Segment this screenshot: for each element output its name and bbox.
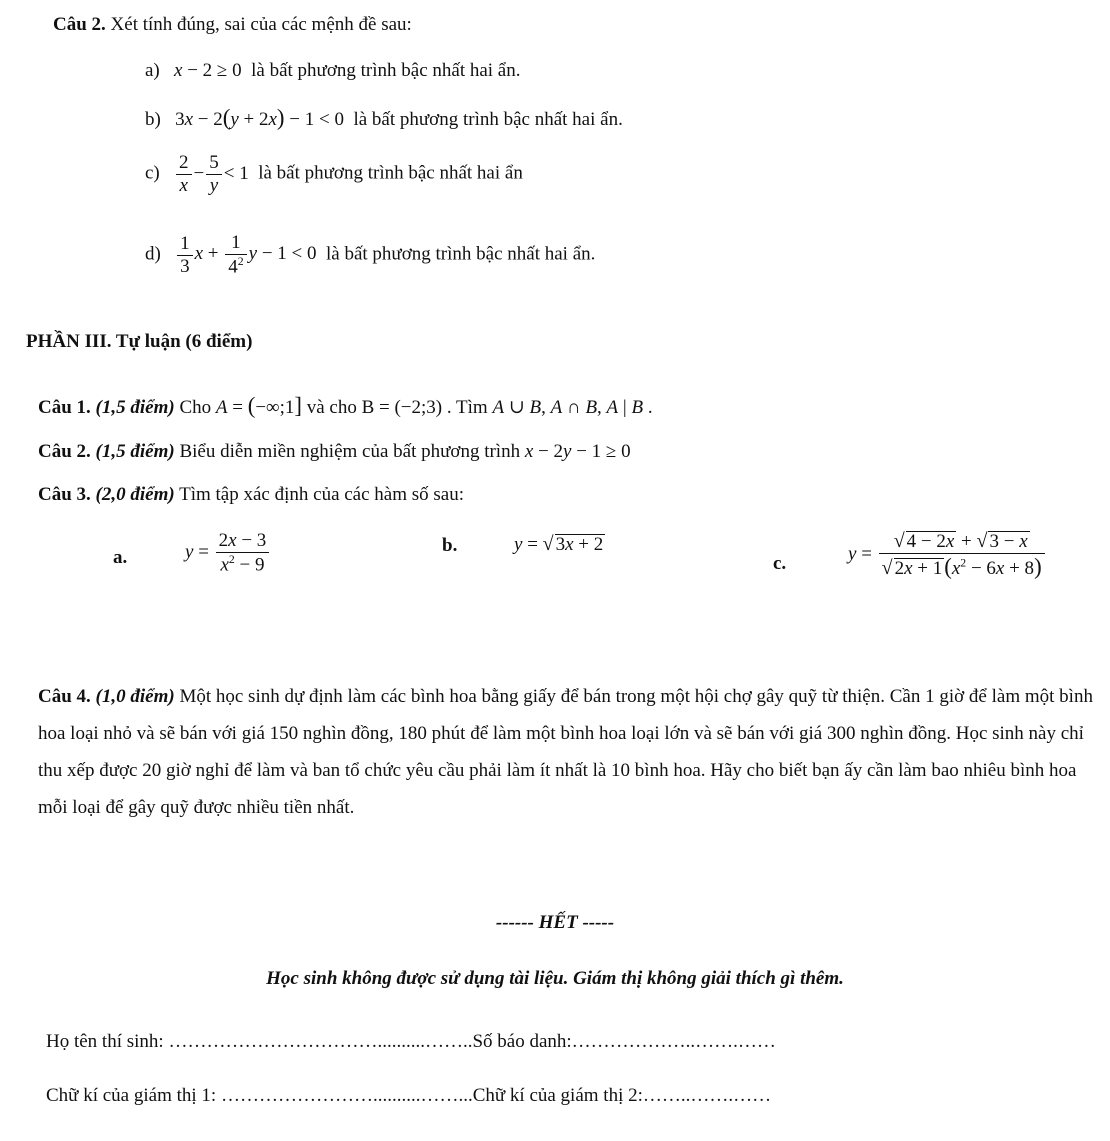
invigilator-signature-line: Chữ kí của giám thị 1: ……………………..........……...Chữ kí của giám thị 2:……..…….…… [46, 1085, 772, 1106]
function-a-formula: y = $\frac{2x - 3}{x^2 - 9}$ [185, 530, 271, 576]
statement-b-text: là bất phương trình bậc nhất hai ẩn. [353, 109, 623, 130]
essay-q3-text: Tìm tập xác định của các hàm số sau: [174, 484, 465, 505]
essay-question-3 [38, 484, 464, 507]
essay-question-4 [38, 678, 1098, 826]
statement-d [145, 232, 595, 278]
essay-question-1 [38, 392, 653, 420]
question-2-statement [53, 14, 412, 37]
essay-q3-a-label: a. [113, 547, 128, 568]
statement-d-label: d) [145, 243, 161, 265]
essay-q4-points: (1,0 điểm) [95, 686, 175, 707]
set-b-formula: B = (−2;3) [361, 397, 443, 418]
statement-a: a) x − 2 ≥ 0 là bất phương trình bậc nhất hai ẩn. [145, 60, 521, 81]
statement-c [145, 152, 523, 197]
essay-q3-c-label: c. [773, 553, 787, 574]
essay-q2-text: Biểu diễn miền nghiệm của bất phương trình [174, 441, 525, 462]
essay-q2-label: Câu 2. [38, 441, 91, 462]
essay-q2-formula: x − 2y − 1 ≥ 0 [524, 441, 631, 462]
function-b-formula: y = √ 3x + 2 [514, 533, 604, 555]
statement-a-label: a) [145, 60, 160, 81]
statement-c-text: là bất phương trình bậc nhất hai ẩn [258, 162, 523, 184]
essay-q4-label: Câu 4. [38, 686, 91, 707]
essay-q1-text-2: và cho [301, 397, 362, 418]
essay-question-2 [38, 441, 631, 464]
exam-note: Học sinh không được sử dụng tài liệu. Giám thị không giải thích gì thêm. [266, 968, 844, 989]
function-c-formula: y = $\frac{√ 4 - 2x + √ 3 - x}{√ 2x + 1(x^2 - 6x + 8)}$ [848, 530, 1047, 580]
part-3-title: PHẦN III. Tự luận (6 điểm) [26, 331, 253, 352]
statement-a-text: là bất phương trình bậc nhất hai ẩn. [251, 60, 521, 81]
essay-q1-text-1: Cho [174, 397, 216, 418]
set-a-formula: A = (−∞;1] [215, 393, 302, 418]
question-2-text: Xét tính đúng, sai của các mệnh đề sau: [105, 14, 412, 35]
essay-q3-b-label: b. [442, 535, 458, 556]
statement-d-formula: $\frac{1}{3}$ x + $\frac{1}{4^2}$ y − 1 < 0 [175, 243, 316, 264]
statement-c-formula: $\frac{2}{x}$ − $\frac{5}{y}$ < 1 [174, 163, 249, 184]
essay-q3-label: Câu 3. [38, 484, 91, 505]
essay-q4-text: Một học sinh dự định làm các bình hoa bằng giấy để bán trong một hội chợ gây quỹ từ thiện. Cần 1 giờ để làm một bình hoa loại nhỏ và sẽ bán với giá 150 nghìn đồng, 180 phút để làm một bình hoa loại lớn và sẽ bán với giá 300 nghìn đồng. Học sinh này chỉ thu xếp được 20 giờ nghỉ để làm và ban tổ chức yêu cầu phải làm ít nhất là 10 bình hoa. Hãy cho biết bạn ấy cần làm bao nhiêu bình hoa mỗi loại để gây quỹ được nhiều tiền nhất. [38, 686, 1093, 818]
statement-b-label: b) [145, 109, 161, 130]
candidate-info-line: Họ tên thí sinh: ……………………………..........……..Số báo danh:………………..…….…… [46, 1031, 776, 1052]
question-2-label: Câu 2. [53, 14, 106, 35]
essay-q1-text-3: . Tìm [442, 397, 493, 418]
essay-q3-points: (2,0 điểm) [95, 484, 175, 505]
essay-q1-points: (1,5 điểm) [95, 397, 175, 418]
statement-b [145, 104, 623, 132]
statement-a-formula: x [174, 60, 183, 81]
essay-q1-label: Câu 1. [38, 397, 91, 418]
essay-q2-points: (1,5 điểm) [95, 441, 175, 462]
statement-b-formula: 3x − 2(y + 2x) − 1 < 0 [175, 105, 344, 130]
set-operations-formula: A ∪ B, A ∩ B, A | B . [492, 397, 653, 418]
statement-c-label: c) [145, 162, 160, 184]
end-marker: ------ HẾT ----- [495, 912, 615, 933]
statement-d-text: là bất phương trình bậc nhất hai ẩn. [326, 243, 596, 265]
